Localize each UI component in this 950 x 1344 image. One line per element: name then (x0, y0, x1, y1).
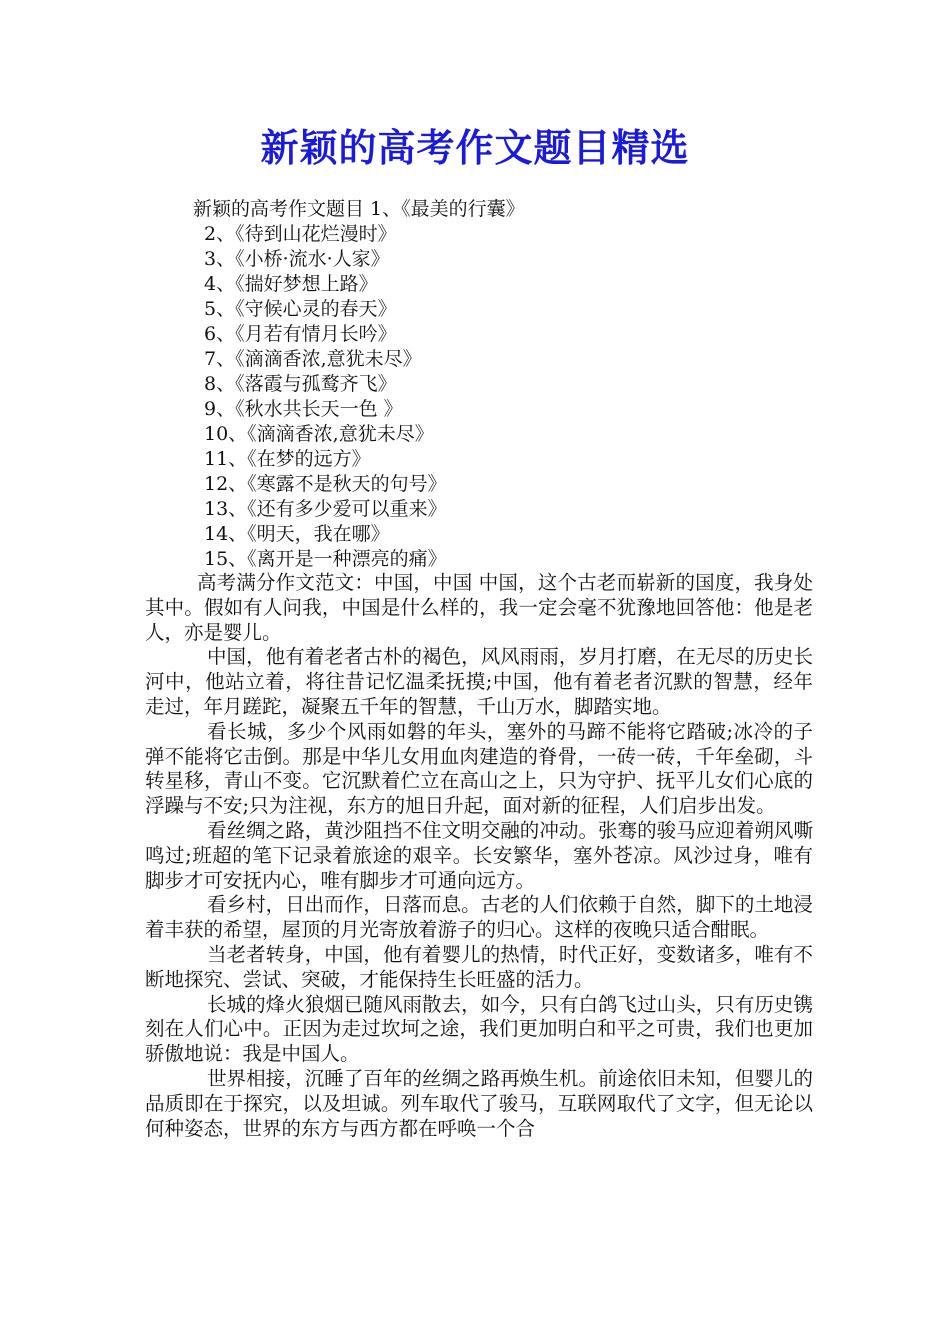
title-list-item: 14、《明天，我在哪》 (204, 523, 390, 545)
essay-paragraph: 看丝绸之路，黄沙阻挡不住文明交融的冲动。张骞的骏马应迎着朔风嘶鸣过;班超的笔下记录着旅途的艰辛。长安繁华，塞外苍凉。风沙过身，唯有脚步才可安抚内心，唯有脚步才可通向远方。 (145, 818, 813, 892)
essay-paragraph: 中国，他有着老者古朴的褐色，风风雨雨，岁月打磨，在无尽的历史长河中，他站立着，将往昔记忆温柔抚摸;中国，他有着老者沉默的智慧，经年走过，年月蹉跎，凝聚五千年的智慧，千山万水，脚踏实地。 (145, 645, 813, 718)
title-list (0, 197, 950, 572)
title-list-item: 7、《滴滴香浓,意犹未尽》 (204, 348, 422, 370)
title-list-item: 9、《秋水共长天一色 》 (204, 398, 403, 420)
title-list-item: 15、《离开是一种漂亮的痛》 (204, 548, 447, 570)
document-title: 新颖的高考作文题目精选 (260, 126, 690, 170)
title-list-item: 10、《滴滴香浓,意犹未尽》 (204, 423, 434, 445)
essay-paragraph: 高考满分作文范文：中国，中国 中国，这个古老而崭新的国度，我身处其中。假如有人问我，中国是什么样的，我一定会毫不犹豫地回答他：他是老人，亦是婴儿。 (145, 571, 813, 644)
title-list-item: 6、《月若有情月长吟》 (204, 323, 397, 345)
title-list-item: 新颖的高考作文题目 1、《最美的行囊》 (193, 198, 525, 220)
title-list-item: 2、《待到山花烂漫时》 (204, 223, 397, 245)
title-list-item: 8、《落霞与孤鹜齐飞》 (204, 373, 397, 395)
title-list-item: 13、《还有多少爱可以重来》 (204, 498, 447, 520)
essay-paragraph: 长城的烽火狼烟已随风雨散去，如今，只有白鸽飞过山头，只有历史镌刻在人们心中。正因为走过坎坷之途，我们更加明白和平之可贵，我们也更加骄傲地说：我是中国人。 (145, 992, 813, 1066)
essay-paragraph: 当老者转身，中国，他有着婴儿的热情，时代正好，变数诸多，唯有不断地探究、尝试、突破，才能保持生长旺盛的活力。 (145, 942, 813, 991)
essay-paragraph: 世界相接，沉睡了百年的丝绸之路再焕生机。前途依旧未知，但婴儿的品质即在于探究，以及坦诚。列车取代了骏马，互联网取代了文字，但无论以何种姿态，世界的东方与西方都在呼唤一个合 (145, 1066, 813, 1140)
essay-body (145, 571, 813, 1141)
title-list-item: 4、《揣好梦想上路》 (204, 273, 378, 295)
title-list-item: 5、《守候心灵的春天》 (204, 298, 397, 320)
title-list-item: 12、《寒露不是秋天的句号》 (204, 473, 447, 495)
essay-paragraph: 看乡村，日出而作，日落而息。古老的人们依赖于自然，脚下的土地浸着丰获的希望，屋顶的月光寄放着游子的归心。这样的夜晚只适合酣眠。 (145, 893, 813, 942)
essay-paragraph: 看长城，多少个风雨如磐的年头，塞外的马蹄不能将它踏破;冰冷的子弹不能将它击倒。那是中华儿女用血肉建造的脊骨，一砖一砖，千年垒砌，斗转星移，青山不变。它沉默着伫立在高山之上，只为守护、抚平儿女们心底的浮躁与不安;只为注视，东方的旭日升起，面对新的征程，人们启步出发。 (145, 719, 813, 818)
title-list-item: 3、《小桥·流水·人家》 (204, 248, 390, 270)
title-list-item: 11、《在梦的远方》 (204, 448, 371, 470)
